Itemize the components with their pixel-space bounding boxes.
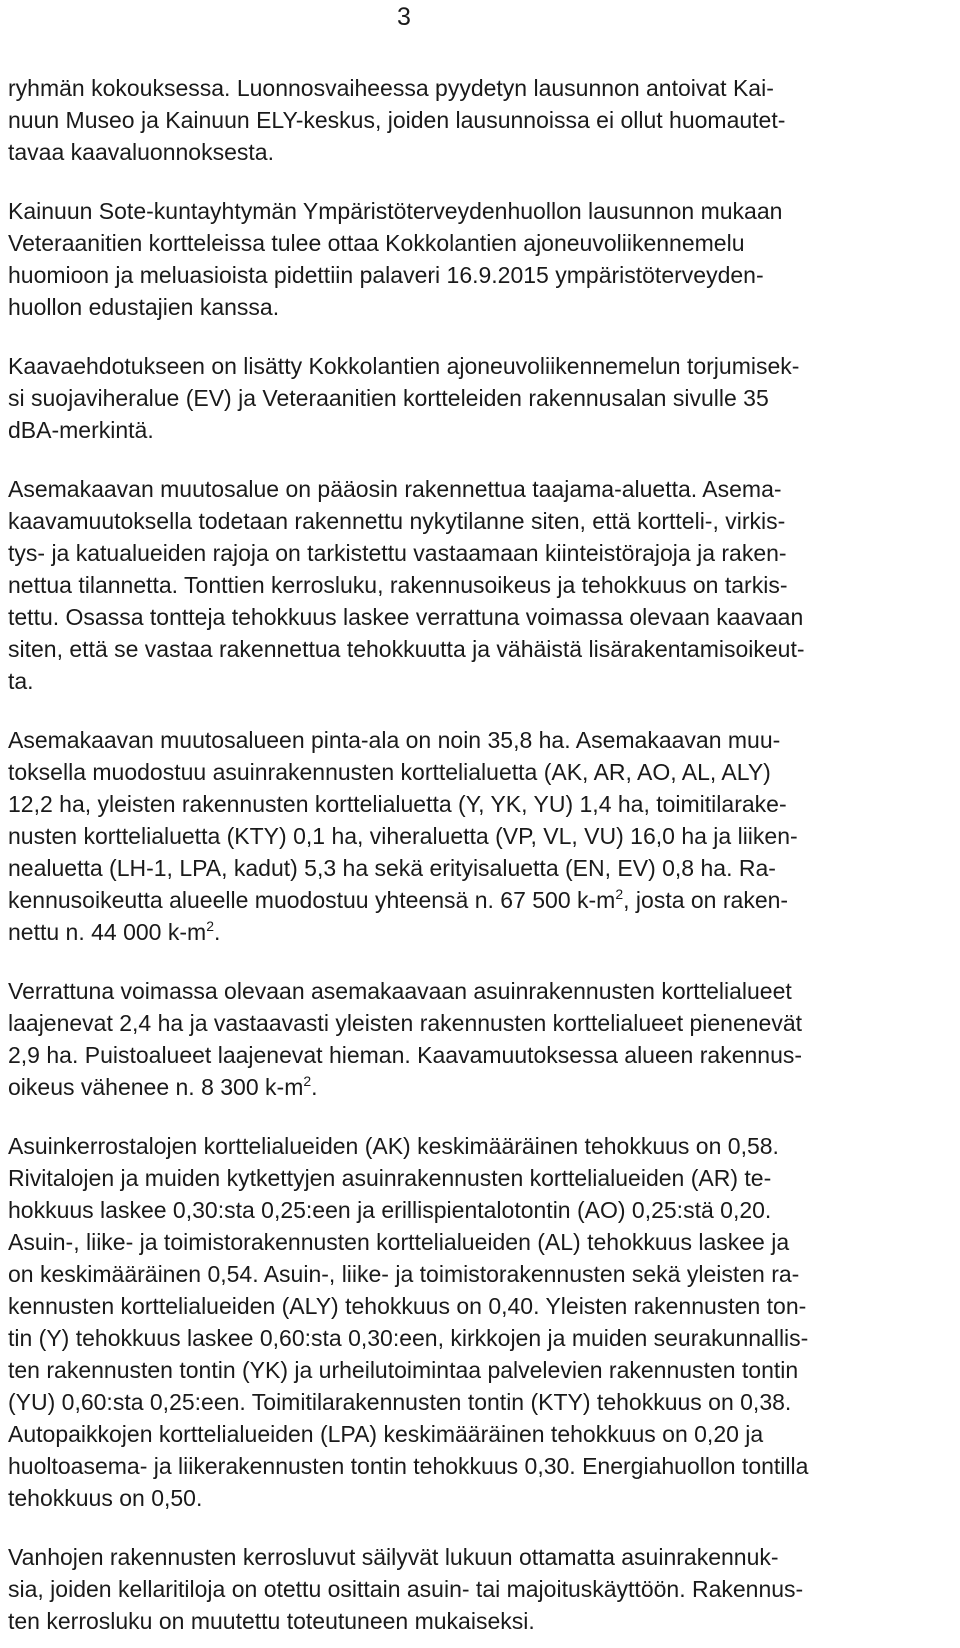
text-line: Asemakaavan muutosalue on pääosin rakennettua taajama-aluetta. Asema- bbox=[8, 476, 782, 502]
text-line: tavaa kaavaluonnoksesta. bbox=[8, 139, 274, 165]
text-line: kennusoikeutta alueelle muodostuu yhteensä n. 67 500 $k-m^2$, josta on raken- bbox=[8, 886, 789, 913]
text-line: tin (Y) tehokkuus laskee 0,60:sta 0,30:een, kirkkojen ja muiden seurakunnallis- bbox=[8, 1325, 809, 1351]
text-line: nuun Museo ja Kainuun ELY-keskus, joiden lausunnoissa ei ollut huomautet- bbox=[8, 107, 786, 133]
document-body bbox=[8, 72, 912, 1637]
text-line: huollon edustajien kanssa. bbox=[8, 294, 280, 320]
text-line: kaavamuutoksella todetaan rakennettu nykytilanne siten, että kortteli-, virkis- bbox=[8, 508, 786, 534]
paragraph-comparison bbox=[8, 975, 912, 1103]
text-line: on keskimääräinen 0,54. Asuin-, liike- ja toimistorakennusten sekä yleisten ra- bbox=[8, 1261, 800, 1287]
text-line: Kainuun Sote-kuntayhtymän Ympäristöterveydenhuollon lausunnon mukaan bbox=[8, 198, 783, 224]
paragraph-change-area bbox=[8, 473, 912, 697]
text-line: tettu. Osassa tontteja tehokkuus laskee verrattuna voimassa olevaan kaavaan bbox=[8, 604, 804, 630]
text-line: tehokkuus on 0,50. bbox=[8, 1485, 203, 1511]
paragraph-floor-counts bbox=[8, 1541, 912, 1637]
text-line: dBA-merkintä. bbox=[8, 417, 154, 443]
text-line: Kaavaehdotukseen on lisätty Kokkolantien ajoneuvoliikennemelun torjumisek- bbox=[8, 353, 800, 379]
text-line: nettu n. 44 000 $k-m^2$. bbox=[8, 918, 221, 945]
text-line: ryhmän kokouksessa. Luonnosvaiheessa pyydetyn lausunnon antoivat Kai- bbox=[8, 75, 774, 101]
text-line: siten, että se vastaa rakennettua tehokkuutta ja vähäistä lisärakentamisoikeut- bbox=[8, 636, 805, 662]
paragraph-efficiency bbox=[8, 1130, 912, 1514]
text-line: Vanhojen rakennusten kerrosluvut säilyvät lukuun ottamatta asuinrakennuk- bbox=[8, 1544, 779, 1570]
text-line: ta. bbox=[8, 668, 34, 694]
text-line: kennusten korttelialueiden (ALY) tehokkuus on 0,40. Yleisten rakennusten ton- bbox=[8, 1293, 807, 1319]
text-line: toksella muodostuu asuinrakennusten korttelialuetta (AK, AR, AO, AL, ALY) bbox=[8, 759, 771, 785]
text-line: 2,9 ha. Puistoalueet laajenevat hieman. Kaavamuutoksessa alueen rakennus- bbox=[8, 1042, 803, 1068]
text-line: 12,2 ha, yleisten rakennusten korttelialuetta (Y, YK, YU) 1,4 ha, toimitilarake- bbox=[8, 791, 787, 817]
paragraph-area-figures bbox=[8, 724, 912, 948]
text-line: Asemakaavan muutosalueen pinta-ala on noin 35,8 ha. Asemakaavan muu- bbox=[8, 727, 781, 753]
text-line: (YU) 0,60:sta 0,25:een. Toimitilarakennusten tontin (KTY) tehokkuus on 0,38. bbox=[8, 1389, 792, 1415]
text-line: laajenevat 2,4 ha ja vastaavasti yleisten rakennusten korttelialueet pienenevät bbox=[8, 1010, 803, 1036]
text-line: tys- ja katualueiden rajoja on tarkistettu vastaamaan kiinteistörajoja ja raken- bbox=[8, 540, 787, 566]
text-line: Veteraanitien kortteleissa tulee ottaa Kokkolantien ajoneuvoliikennemelu bbox=[8, 230, 745, 256]
paragraph-noise-protection bbox=[8, 350, 912, 446]
text-line: Verrattuna voimassa olevaan asemakaavaan asuinrakennusten korttelialueet bbox=[8, 978, 792, 1004]
text-line: nealuetta (LH-1, LPA, kadut) 5,3 ha sekä erityisaluetta (EN, EV) 0,8 ha. Ra- bbox=[8, 855, 776, 881]
text-line: sia, joiden kellaritiloja on otettu osittain asuin- tai majoituskäyttöön. Rakennus- bbox=[8, 1576, 804, 1602]
text-line: ten kerrosluku on muutettu toteutuneen mukaiseksi. bbox=[8, 1608, 535, 1634]
page-number: 3 bbox=[397, 3, 411, 31]
text-line: Asuin-, liike- ja toimistorakennusten korttelialueiden (AL) tehokkuus laskee ja bbox=[8, 1229, 790, 1255]
text-line: huomioon ja meluasioista pidettiin palaveri 16.9.2015 ympäristöterveyden- bbox=[8, 262, 764, 288]
text-line: huoltoasema- ja liikerakennusten tontin tehokkuus 0,30. Energiahuollon tontilla bbox=[8, 1453, 809, 1479]
text-line: nettua tilannetta. Tonttien kerrosluku, rakennusoikeus ja tehokkuus on tarkis- bbox=[8, 572, 788, 598]
paragraph-environmental-health-statement bbox=[8, 195, 912, 323]
text-line: hokkuus laskee 0,30:sta 0,25:een ja erillispientalotontin (AO) 0,25:stä 0,20. bbox=[8, 1197, 772, 1223]
text-line: Rivitalojen ja muiden kytkettyjen asuinrakennusten korttelialueiden (AR) te- bbox=[8, 1165, 772, 1191]
text-line: Asuinkerrostalojen korttelialueiden (AK) keskimääräinen tehokkuus on 0,58. bbox=[8, 1133, 779, 1159]
text-line: nusten korttelialuetta (KTY) 0,1 ha, viheraluetta (VP, VL, VU) 16,0 ha ja liiken- bbox=[8, 823, 798, 849]
text-line: ten rakennusten tontin (YK) ja urheilutoimintaa palvelevien rakennusten tontin bbox=[8, 1357, 799, 1383]
text-line: si suojaviheralue (EV) ja Veteraanitien kortteleiden rakennusalan sivulle 35 bbox=[8, 385, 769, 411]
text-line: Autopaikkojen korttelialueiden (LPA) keskimääräinen tehokkuus on 0,20 ja bbox=[8, 1421, 764, 1447]
paragraph-meeting-statements bbox=[8, 72, 912, 168]
text-line: oikeus vähenee n. 8 300 $k-m^2$. bbox=[8, 1073, 318, 1100]
